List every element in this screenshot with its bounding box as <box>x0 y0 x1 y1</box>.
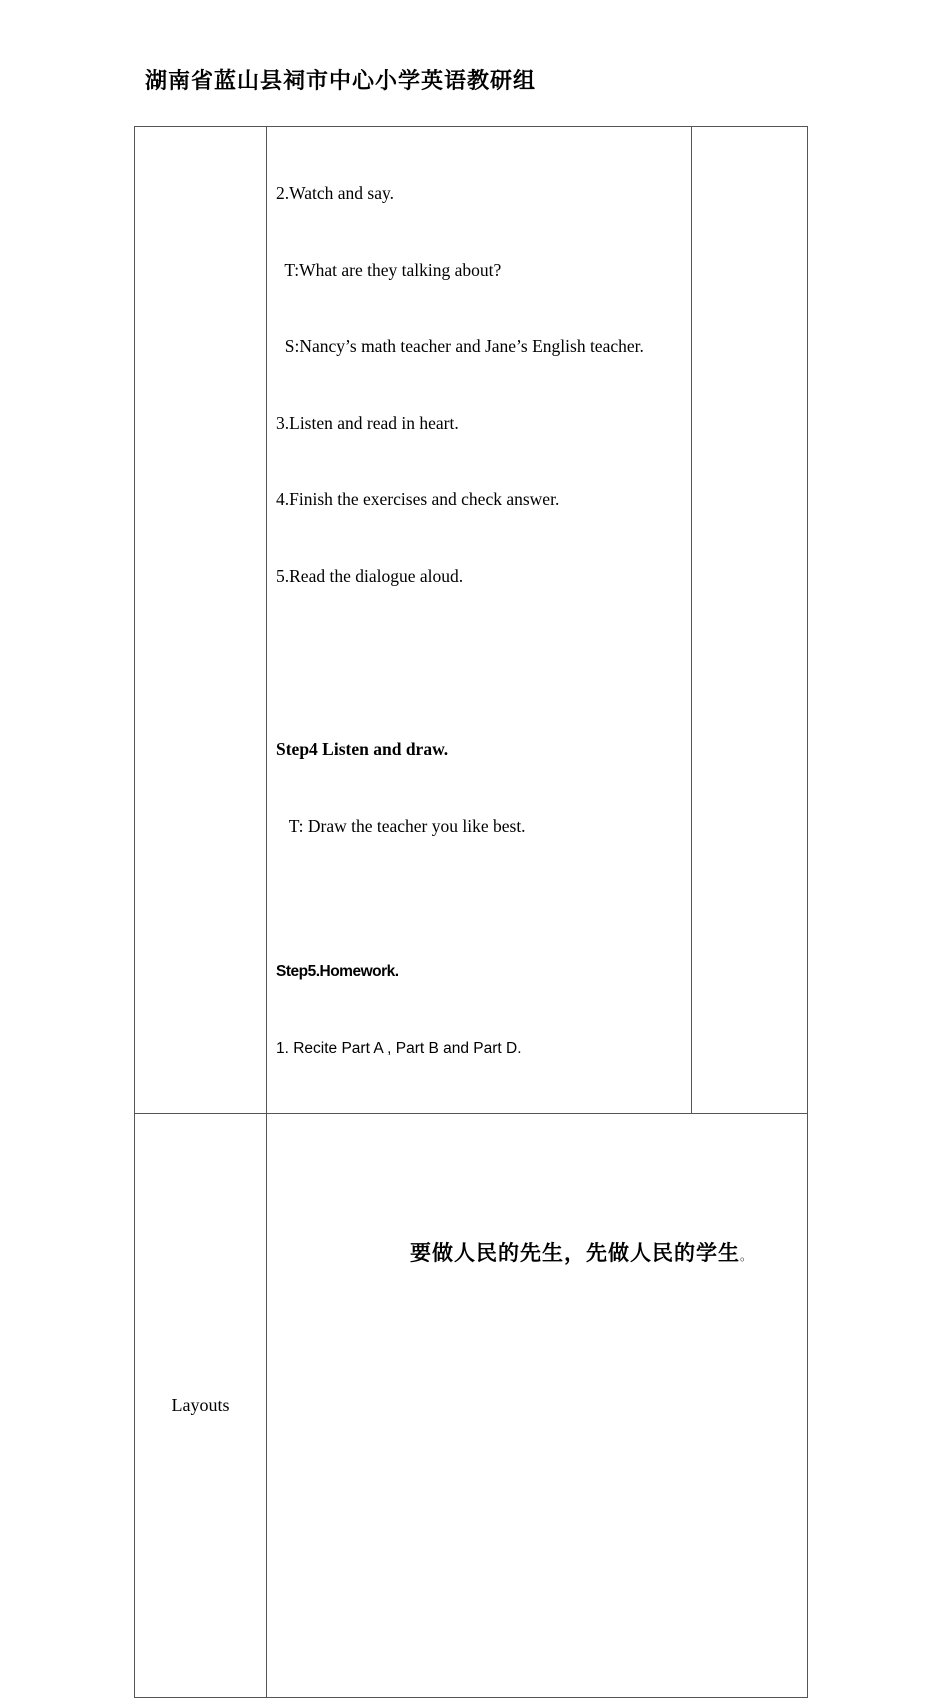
label-cell-empty <box>135 127 267 1114</box>
table-row <box>135 1114 808 1698</box>
procedure-line: 5.Read the dialogue aloud. <box>276 565 464 586</box>
motto-end-mark: 。 <box>740 1249 753 1263</box>
step5-title: Step5.Homework. <box>276 963 399 980</box>
layouts-label-cell <box>135 1114 267 1698</box>
procedure-line: 2.Watch and say. <box>276 183 394 203</box>
table-row <box>135 127 808 1114</box>
page-header-title: 湖南省蓝山县祠市中心小学英语教研组 <box>145 68 537 94</box>
motto-text: 要做人民的先生，先做人民的学生 <box>410 1240 740 1265</box>
step4-title: Step4 Listen and draw. <box>276 739 449 759</box>
footer-motto <box>410 1237 752 1267</box>
procedure-line: 3.Listen and read in heart. <box>276 412 459 433</box>
lesson-plan-table <box>134 126 808 1698</box>
procedure-cell <box>267 127 692 1114</box>
step5-line: 1. Recite Part A , Part B and Part D. <box>276 1040 522 1057</box>
notes-cell <box>692 127 808 1114</box>
step4-line: T: Draw the teacher you like best. <box>276 815 526 836</box>
layouts-label: Layouts <box>171 1395 230 1415</box>
procedure-line: 4.Finish the exercises and check answer. <box>276 489 560 509</box>
procedure-line: T:What are they talking about? <box>276 259 502 280</box>
procedure-line: S:Nancy’s math teacher and Jane’s English teacher. <box>276 336 644 356</box>
layouts-content-cell <box>267 1114 808 1698</box>
